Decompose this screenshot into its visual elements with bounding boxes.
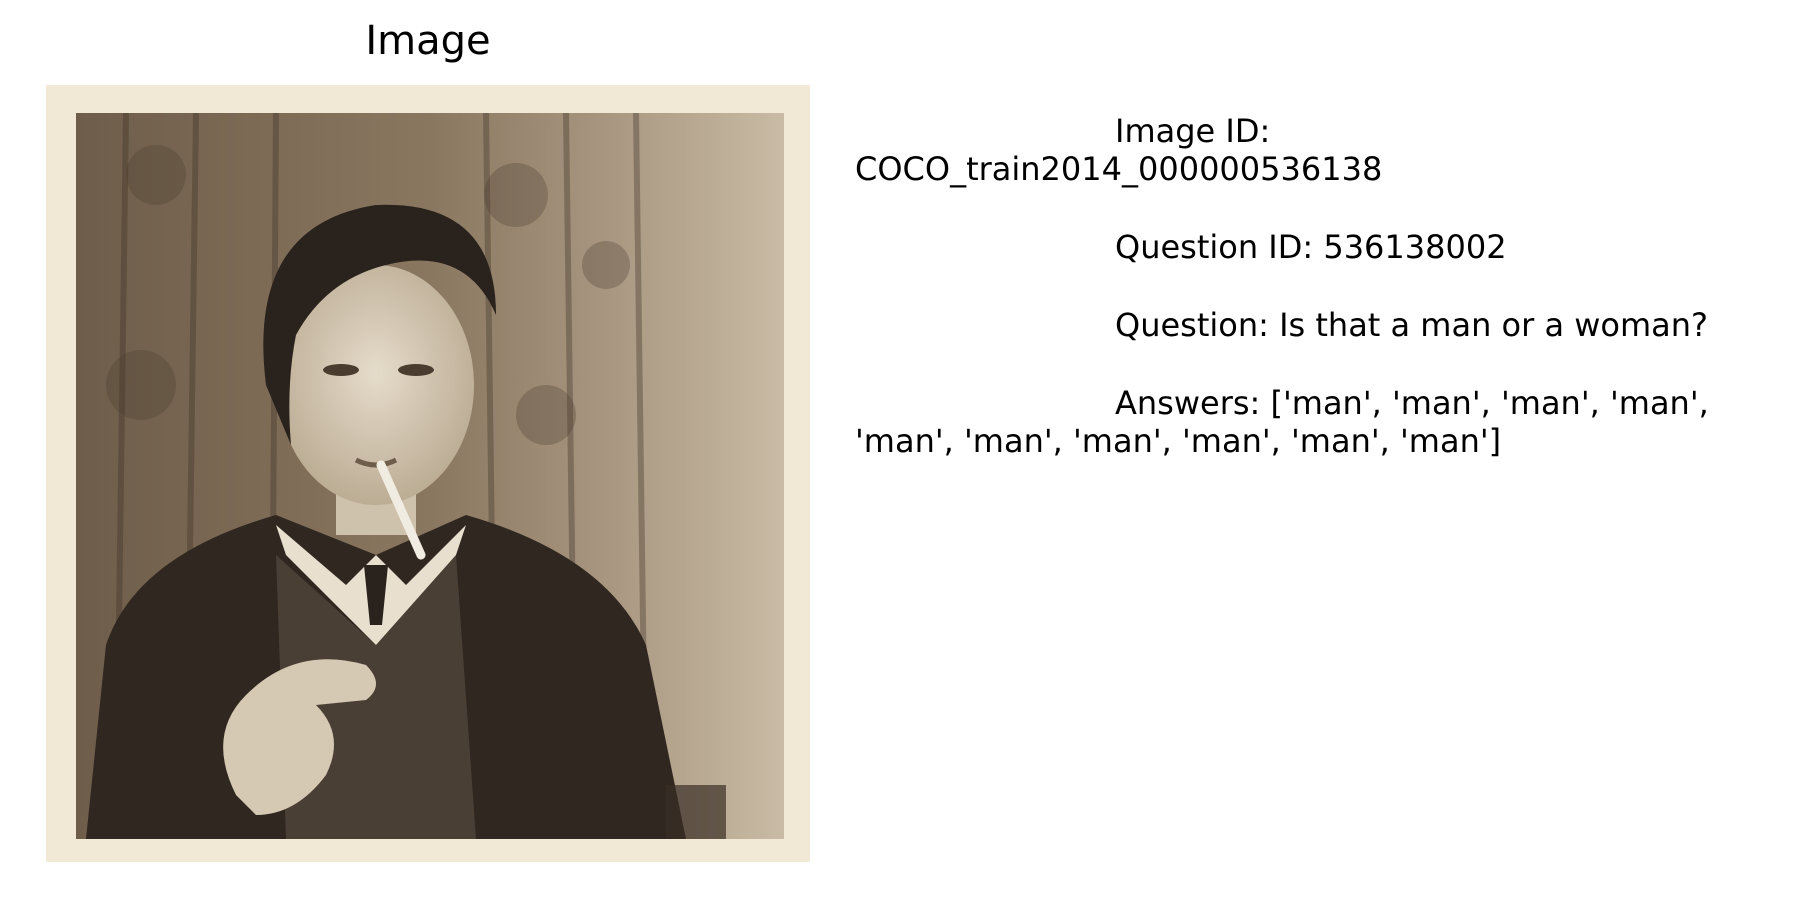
image-id-label: Image ID: bbox=[1115, 112, 1271, 150]
question-id: Question ID: 536138002 bbox=[1115, 228, 1507, 266]
info-panel bbox=[855, 112, 1755, 460]
answers-line-2: 'man', 'man', 'man', 'man', 'man', 'man'] bbox=[855, 422, 1502, 460]
photo-illustration bbox=[46, 85, 810, 862]
question-text: Question: Is that a man or a woman? bbox=[1115, 306, 1709, 344]
eye-right bbox=[398, 364, 434, 376]
answers-row bbox=[855, 384, 1755, 422]
eye-left bbox=[323, 364, 359, 376]
image-id-value: COCO_train2014_000000536138 bbox=[855, 150, 1383, 188]
question-row bbox=[855, 306, 1755, 344]
image-id-row bbox=[855, 112, 1755, 150]
answers-line-1: Answers: ['man', 'man', 'man', 'man', bbox=[1115, 384, 1709, 422]
chair bbox=[666, 785, 726, 839]
question-id-row bbox=[855, 228, 1755, 266]
panel-title: Image bbox=[365, 18, 491, 64]
photo bbox=[46, 85, 810, 862]
